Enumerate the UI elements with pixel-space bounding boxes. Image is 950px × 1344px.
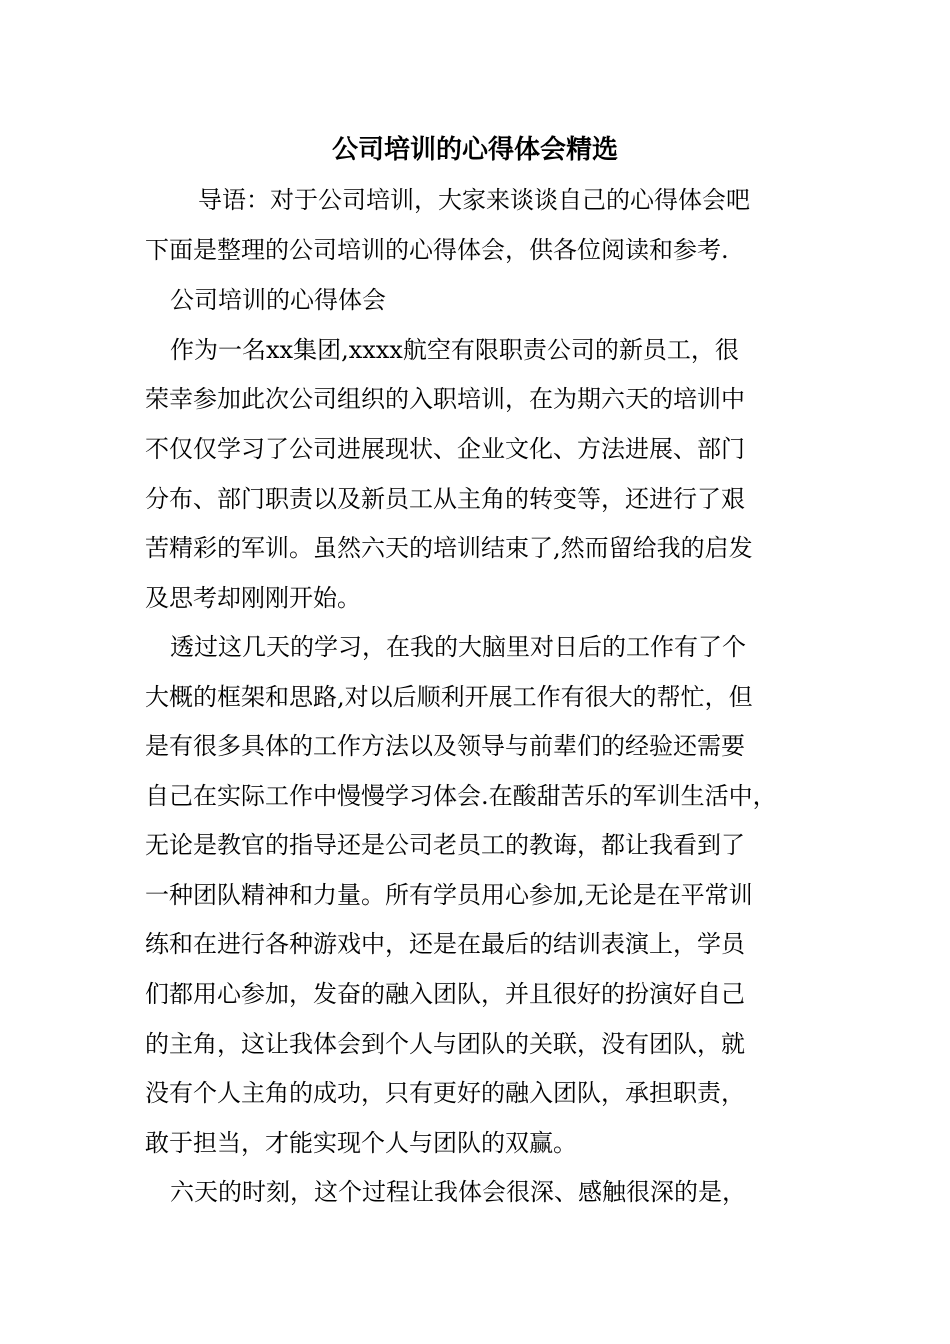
paragraph-line: 透过这几天的学习，在我的大脑里对日后的工作有了个: [170, 633, 746, 661]
paragraph-line: 没有个人主角的成功，只有更好的融入团队，承担职责，: [145, 1079, 745, 1107]
paragraph-line: 一种团队精神和力量。所有学员用心参加,无论是在平常训: [145, 881, 753, 909]
paragraph-line: 分布、部门职责以及新员工从主角的转变等，还进行了艰: [145, 485, 745, 513]
paragraph-line: 六天的时刻，这个过程让我体会很深、感触很深的是，: [170, 1178, 746, 1206]
paragraph-line: 练和在进行各种游戏中，还是在最后的结训表演上，学员: [145, 930, 745, 958]
page-title: 公司培训的心得体会精选: [331, 135, 618, 165]
intro-line-2: 下面是整理的公司培训的心得体会，供各位阅读和参考.: [145, 236, 729, 264]
paragraph-line: 苦精彩的军训。虽然六天的培训结束了,然而留给我的启发: [145, 534, 753, 562]
paragraph-line: 作为一名xx集团,xxxx航空有限职责公司的新员工，很: [170, 336, 739, 364]
paragraph-line: 大概的框架和思路,对以后顺利开展工作有很大的帮忙，但: [145, 683, 753, 711]
paragraph-line: 们都用心参加，发奋的融入团队，并且很好的扮演好自己: [145, 980, 745, 1008]
paragraph-line: 是有很多具体的工作方法以及领导与前辈们的经验还需要: [145, 732, 745, 760]
paragraph-line: 的主角，这让我体会到个人与团队的关联，没有团队，就: [145, 1030, 745, 1058]
paragraph-line: 自己在实际工作中慢慢学习体会.在酸甜苦乐的军训生活中，: [145, 782, 777, 810]
paragraph-line: 荣幸参加此次公司组织的入职培训，在为期六天的培训中: [145, 385, 745, 413]
paragraph-line: 不仅仅学习了公司进展现状、企业文化、方法进展、部门: [145, 435, 745, 463]
section-heading: 公司培训的心得体会: [170, 286, 386, 314]
paragraph-line: 敢于担当，才能实现个人与团队的双赢。: [145, 1129, 577, 1157]
paragraph-line: 无论是教官的指导还是公司老员工的教诲，都让我看到了: [145, 831, 745, 859]
paragraph-line: 及思考却刚刚开始。: [145, 584, 361, 612]
intro-line-1: 导语：对于公司培训，大家来谈谈自己的心得体会吧: [198, 186, 750, 214]
